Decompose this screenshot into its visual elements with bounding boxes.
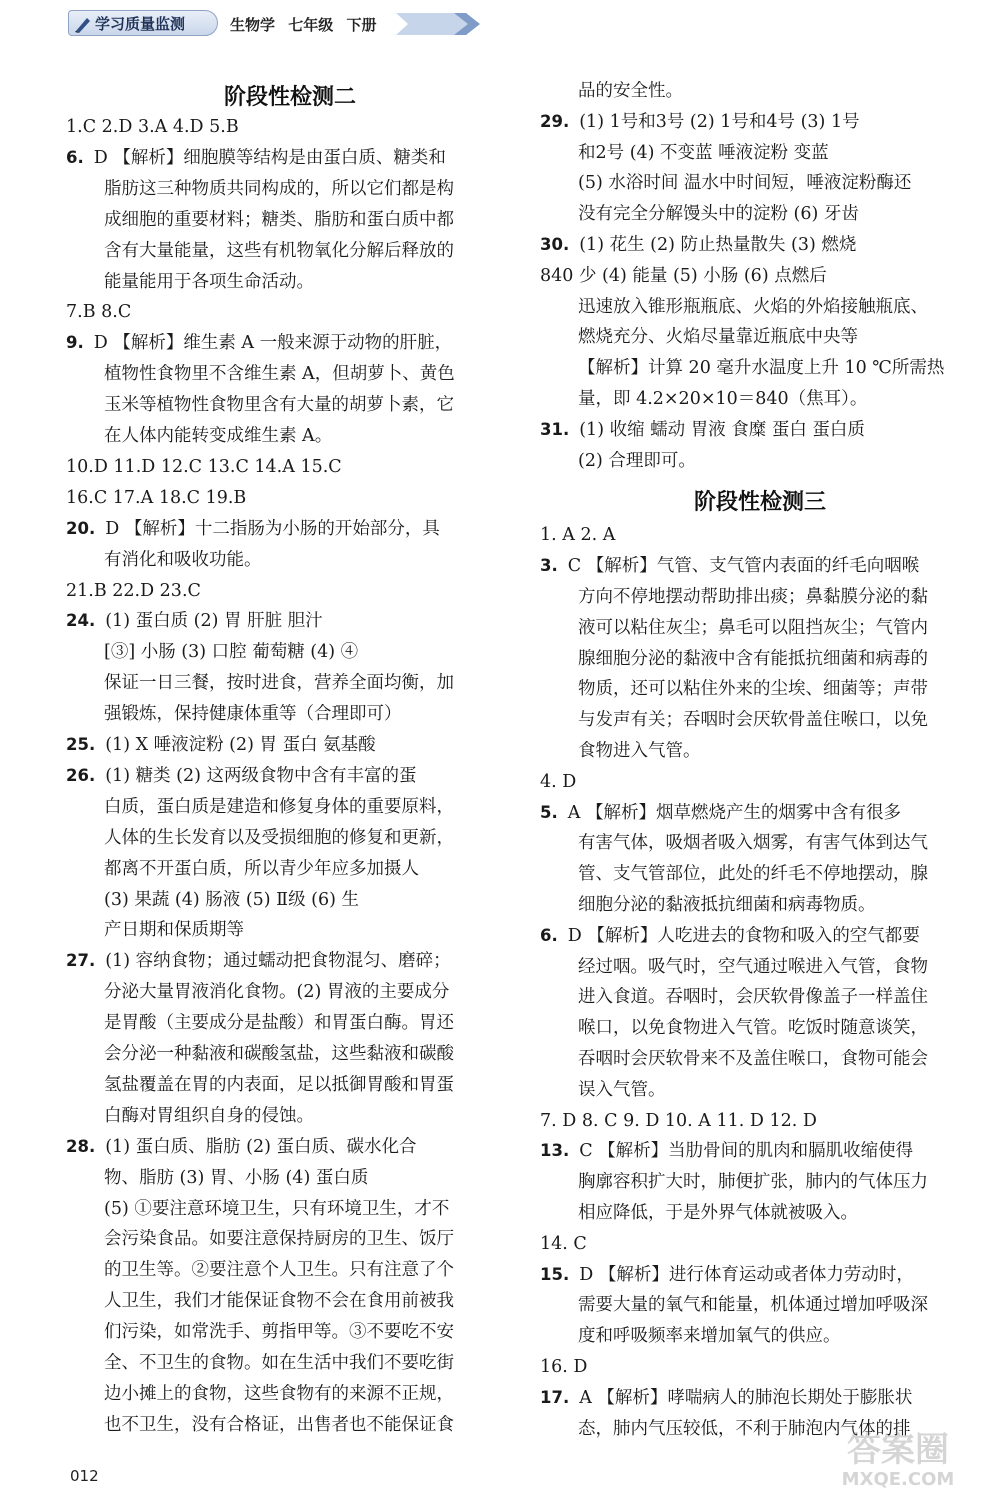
answer-text: 全、不卫生的食物。如在生活中我们不要吃街 — [104, 1353, 454, 1373]
header-tab-label: 学习质量监测 — [95, 14, 186, 33]
answer-line — [104, 177, 454, 201]
question-number: 9. — [66, 333, 84, 353]
answer-line — [66, 1135, 417, 1159]
header-tab — [68, 10, 218, 36]
answer-line — [540, 924, 920, 948]
answer-line — [578, 708, 928, 732]
answer-text: (1) 1号和3号 (2) 1号和4号 (3) 1号 — [579, 111, 860, 132]
answer-text: 16.C 17.A 18.C 19.B — [66, 487, 247, 508]
answer-text: 与发声有关；吞咽时会厌软骨盖住喉口，以免 — [578, 710, 928, 731]
answer-line — [104, 239, 454, 263]
answer-line — [104, 208, 454, 232]
answer-line — [104, 1011, 454, 1035]
answer-text: 成细胞的重要材料；糖类、脂肪和蛋白质中都 — [104, 209, 454, 230]
answer-line — [578, 356, 944, 380]
answer-line — [578, 677, 928, 701]
answer-text: (1) 蛋白质 (2) 胃 肝脏 胆汁 — [105, 611, 323, 632]
answer-text: 经过咽。吸气时，空气通过喉进入气管，食物 — [578, 956, 928, 977]
answer-line — [66, 609, 323, 633]
answer-line — [104, 1382, 454, 1406]
answer-line — [540, 770, 576, 794]
answer-text: 进入食道。吞咽时，会厌软骨像盖子一样盖住 — [578, 987, 928, 1008]
page-header — [68, 8, 488, 38]
answer-line — [104, 1320, 454, 1344]
answer-line — [66, 115, 239, 139]
answer-text: 方向不停地摆动帮助排出痰；鼻黏膜分泌的黏 — [578, 587, 928, 607]
answer-text: 保证一日三餐，按时进食，营养全面均衡，加 — [104, 673, 454, 694]
answer-text: 玉米等植物性食物里含有大量的胡萝卜素，它 — [104, 395, 454, 416]
answer-line — [104, 1166, 368, 1190]
answer-text: 会分泌一种黏液和碳酸氢盐，这些黏液和碳酸 — [104, 1044, 454, 1064]
answer-line — [104, 1413, 454, 1437]
answer-text: 的卫生等。②要注意个人卫生。只有注意了个 — [104, 1260, 454, 1281]
chevron-decoration-icon — [396, 13, 486, 35]
answer-line — [578, 893, 876, 917]
answer-line — [104, 795, 454, 819]
question-number: 5. — [540, 802, 558, 822]
question-number: 13. — [540, 1141, 570, 1161]
svg-text:MXQE.COM: MXQE.COM — [841, 1469, 955, 1490]
answer-line — [104, 393, 454, 417]
answer-line — [578, 1170, 928, 1194]
answer-text: 白酶对胃组织自身的侵蚀。 — [104, 1105, 314, 1126]
answer-line — [540, 1232, 587, 1256]
svg-text:答案圈: 答案圈 — [847, 1430, 949, 1470]
answer-text: 胸廓容积扩大时，肺便扩张，肺内的气体压力 — [578, 1172, 928, 1193]
answer-line — [540, 1355, 587, 1379]
answer-line — [578, 295, 928, 319]
answer-line — [104, 888, 359, 912]
answer-line — [104, 857, 419, 881]
question-number: 15. — [540, 1264, 570, 1284]
question-number: 26. — [66, 765, 96, 785]
answer-line — [578, 616, 928, 640]
answer-line — [66, 517, 440, 541]
answer-text: 21.B 22.D 23.C — [66, 580, 201, 601]
answer-text: 误入气管。 — [578, 1079, 666, 1100]
answer-line — [540, 1386, 912, 1410]
answer-text: D 【解析】人吃进去的食物和吸入的空气都要 — [567, 925, 920, 946]
answer-line — [578, 585, 928, 609]
answer-text: 有消化和吸收功能。 — [104, 549, 262, 570]
answer-text: 量，即 4.2×20×10＝840（焦耳）。 — [578, 389, 868, 409]
answer-line — [104, 1289, 454, 1313]
answer-text: (5) ①要注意环境卫生，只有环境卫生，才不 — [104, 1198, 450, 1219]
answer-text: (1) X 唾液淀粉 (2) 胃 蛋白 氨基酸 — [105, 735, 376, 755]
answer-text: 边小摊上的食物，这些食物有的来源不正规， — [104, 1383, 454, 1404]
answer-line — [104, 918, 244, 942]
answer-line — [578, 141, 829, 165]
question-number: 25. — [66, 735, 96, 754]
answer-line — [104, 270, 314, 294]
answer-line — [104, 1197, 449, 1221]
answer-text: (3) 果蔬 (4) 肠液 (5) Ⅱ级 (6) 生 — [104, 889, 359, 910]
answer-text: 腺细胞分泌的黏液中含有能抵抗细菌和病毒的 — [578, 648, 928, 669]
answer-line — [578, 831, 928, 855]
section-title-2: 阶段性检测二 — [223, 85, 356, 110]
answer-line — [66, 455, 342, 479]
answer-line — [104, 1258, 454, 1282]
answer-line — [578, 79, 683, 103]
answer-text: 们污染，如常洗手、剪指甲等。③不要吃不安 — [104, 1322, 454, 1343]
answer-line — [540, 264, 827, 288]
answer-text: (1) 容纳食物；通过蠕动把食物混匀、磨碎； — [105, 951, 451, 972]
answer-text: D 【解析】十二指肠为小肠的开始部分，具 — [105, 518, 440, 539]
answer-text: 能量能用于各项生命活动。 — [104, 271, 314, 292]
page-number: 012 — [70, 1467, 99, 1485]
answer-text: 液可以粘住灰尘；鼻毛可以阻挡灰尘；气管内 — [578, 617, 928, 638]
answer-text: 在人体内能转变成维生素 A。 — [104, 426, 333, 446]
answer-line — [66, 486, 246, 510]
answer-line — [578, 202, 859, 226]
answer-line — [578, 955, 928, 979]
answer-text: 14. C — [540, 1233, 587, 1254]
answer-line — [578, 1078, 666, 1102]
answer-line — [104, 826, 454, 850]
answer-text: 【解析】计算 20 毫升水温度上升 10 ℃所需热 — [578, 358, 945, 379]
question-number: 24. — [66, 611, 96, 631]
answer-text: 是胃酸（主要成分是盐酸）和胃蛋白酶。胃还 — [104, 1013, 454, 1034]
answer-text: (1) 糖类 (2) 这两级食物中含有丰富的蛋 — [105, 765, 417, 786]
header-subject: 生物学 七年级 下册 — [230, 16, 377, 34]
answer-line — [578, 1324, 841, 1348]
question-number: 6. — [66, 147, 84, 167]
answer-text: 含有大量能量，这些有机物氧化分解后释放的 — [104, 240, 454, 261]
answer-text: 氢盐覆盖在胃的内表面，足以抵御胃酸和胃蛋 — [104, 1074, 454, 1095]
answer-text: A 【解析】哮喘病人的肺泡长期处于膨胀状 — [579, 1387, 913, 1408]
answer-line — [104, 424, 332, 448]
answer-text: 和2号 (4) 不变蓝 唾液淀粉 变蓝 — [578, 142, 829, 163]
answer-text: 分泌大量胃液消化食物。(2) 胃液的主要成分 — [104, 982, 450, 1003]
answer-line — [104, 702, 402, 726]
answer-line — [540, 110, 860, 134]
answer-line — [578, 171, 911, 195]
answer-text: D 【解析】进行体育运动或者体力劳动时， — [579, 1264, 914, 1285]
answer-text: 态，肺内气压较低，不利于肺泡内气体的排 — [578, 1418, 911, 1439]
answer-text: 物、脂肪 (3) 胃、小肠 (4) 蛋白质 — [104, 1167, 369, 1188]
answer-line — [540, 1109, 817, 1133]
answer-text: 会污染食品。如要注意保持厨房的卫生、饭厅 — [104, 1229, 454, 1250]
answer-text: C 【解析】当肋骨间的肌肉和膈肌收缩使得 — [579, 1141, 914, 1162]
answer-text: D 【解析】维生素 A 一般来源于动物的肝脏， — [93, 333, 453, 354]
answer-text: 4. D — [540, 771, 577, 792]
answer-text: (5) 水浴时间 温水中时间短，唾液淀粉酶还 — [578, 173, 912, 194]
answer-line — [104, 980, 449, 1004]
question-number: 17. — [540, 1387, 570, 1407]
answer-text: 7. D 8. C 9. D 10. A 11. D 12. D — [540, 1110, 817, 1131]
answer-text: 相应降低，于是外界气体就被吸入。 — [578, 1203, 858, 1223]
question-number: 6. — [540, 925, 558, 945]
answer-line — [578, 1016, 928, 1040]
answer-text: 强锻炼，保持健康体重等（合理即可） — [104, 704, 402, 725]
answer-text: 脂肪这三种物质共同构成的，所以它们都是构 — [104, 178, 454, 199]
answer-line — [104, 1351, 454, 1375]
answer-line — [578, 862, 928, 886]
answer-text: 食物进入气管。 — [578, 741, 701, 761]
answer-text: (2) 合理即可。 — [578, 450, 696, 471]
answer-line — [104, 1104, 314, 1128]
answer-line — [578, 985, 928, 1009]
answer-text: 1. A 2. A — [540, 525, 616, 546]
answer-text: 840 少 (4) 能量 (5) 小肠 (6) 点燃后 — [540, 265, 827, 286]
answer-line — [66, 579, 201, 603]
question-number: 30. — [540, 235, 570, 254]
answer-line — [104, 1073, 454, 1097]
answer-line — [66, 300, 131, 324]
answer-text: 10.D 11.D 12.C 13.C 14.A 15.C — [66, 456, 342, 477]
answer-text: 都离不开蛋白质，所以青少年应多加摄人 — [104, 858, 419, 879]
answer-text: 白质，蛋白质是建造和修复身体的重要原料， — [104, 796, 454, 817]
answer-text: (1) 收缩 蠕动 胃液 食糜 蛋白 蛋白质 — [579, 419, 865, 440]
question-number: 27. — [66, 951, 96, 971]
answer-text: 迅速放入锥形瓶瓶底、火焰的外焰接触瓶底、 — [578, 296, 928, 317]
question-number: 29. — [540, 111, 570, 131]
answer-text: 也不卫生，没有合格证，出售者也不能保证食 — [104, 1414, 454, 1435]
answer-line — [578, 449, 696, 473]
answer-text: 品的安全性。 — [578, 81, 683, 101]
answer-line — [104, 1042, 454, 1066]
answer-text: 管、支气管部位，此处的纤毛不停地摆动，腺 — [578, 864, 928, 885]
answer-text: 16. D — [540, 1357, 588, 1377]
answer-text: 没有完全分解馒头中的淀粉 (6) 牙齿 — [578, 204, 859, 225]
answer-line — [104, 640, 358, 664]
answer-text: 有害气体，吸烟者吸入烟雾，有害气体到达气 — [578, 833, 928, 854]
answer-line — [540, 1263, 914, 1287]
answer-line — [66, 146, 446, 170]
answer-text: (1) 蛋白质、脂肪 (2) 蛋白质、碳水化合 — [105, 1136, 417, 1157]
answer-line — [540, 523, 615, 547]
answer-text: 燃烧充分、火焰尽量靠近瓶底中央等 — [578, 327, 858, 348]
answer-line — [578, 647, 928, 671]
answer-text: [③] 小肠 (3) 口腔 葡萄糖 (4) ④ — [104, 642, 359, 663]
answer-line — [540, 1139, 913, 1163]
answer-line — [578, 1293, 928, 1317]
answer-text: D 【解析】细胞膜等结构是由蛋白质、糖类和 — [93, 147, 446, 168]
answer-text: 产日期和保质期等 — [104, 920, 244, 941]
answer-text: C 【解析】气管、支气管内表面的纤毛向咽喉 — [567, 556, 920, 577]
answer-line — [540, 801, 901, 825]
answer-line — [66, 764, 417, 788]
answer-text: 7.B 8.C — [66, 302, 132, 323]
answer-text: (1) 花生 (2) 防止热量散失 (3) 燃烧 — [579, 235, 857, 255]
answer-line — [578, 1201, 858, 1225]
answer-text: 植物性食物里不含维生素 A，但胡萝卜、黄色 — [104, 364, 455, 385]
watermark-logo — [808, 1421, 988, 1491]
answer-text: A 【解析】烟草燃烧产生的烟雾中含有很多 — [567, 802, 901, 823]
pen-icon — [73, 14, 93, 34]
answer-line — [540, 233, 856, 257]
answer-text: 人卫生，我们才能保证食物不会在食用前被我 — [104, 1291, 454, 1312]
answer-text: 吞咽时会厌软骨来不及盖住喉口，食物可能会 — [578, 1049, 928, 1069]
answer-line — [66, 733, 376, 757]
answer-line — [578, 325, 858, 349]
answer-text: 物质，还可以粘住外来的尘埃、细菌等；声带 — [578, 679, 928, 700]
question-number: 20. — [66, 518, 96, 538]
answer-line — [104, 548, 262, 572]
answer-text: 1.C 2.D 3.A 4.D 5.B — [66, 117, 239, 137]
question-number: 3. — [540, 556, 558, 576]
answer-text: 需要大量的氧气和能量，机体通过增加呼吸深 — [578, 1295, 928, 1316]
answer-line — [578, 739, 701, 763]
answer-text: 细胞分泌的黏液抵抗细菌和病毒物质。 — [578, 895, 876, 915]
answer-line — [540, 554, 919, 578]
answer-line — [578, 1047, 928, 1071]
answer-line — [66, 331, 452, 355]
answer-line — [540, 418, 865, 442]
answer-line — [104, 671, 454, 695]
answer-line — [104, 362, 455, 386]
question-number: 31. — [540, 419, 570, 439]
answer-text: 喉口，以免食物进入气管。吃饭时随意谈笑， — [578, 1018, 928, 1039]
question-number: 28. — [66, 1136, 96, 1156]
section-title-3: 阶段性检测三 — [693, 490, 826, 516]
answer-text: 度和呼吸频率来增加氧气的供应。 — [578, 1326, 841, 1347]
answer-line — [66, 949, 451, 973]
answer-line — [578, 387, 867, 411]
answer-text: 人体的生长发育以及受损细胞的修复和更新， — [104, 827, 454, 848]
answer-line — [104, 1227, 454, 1251]
